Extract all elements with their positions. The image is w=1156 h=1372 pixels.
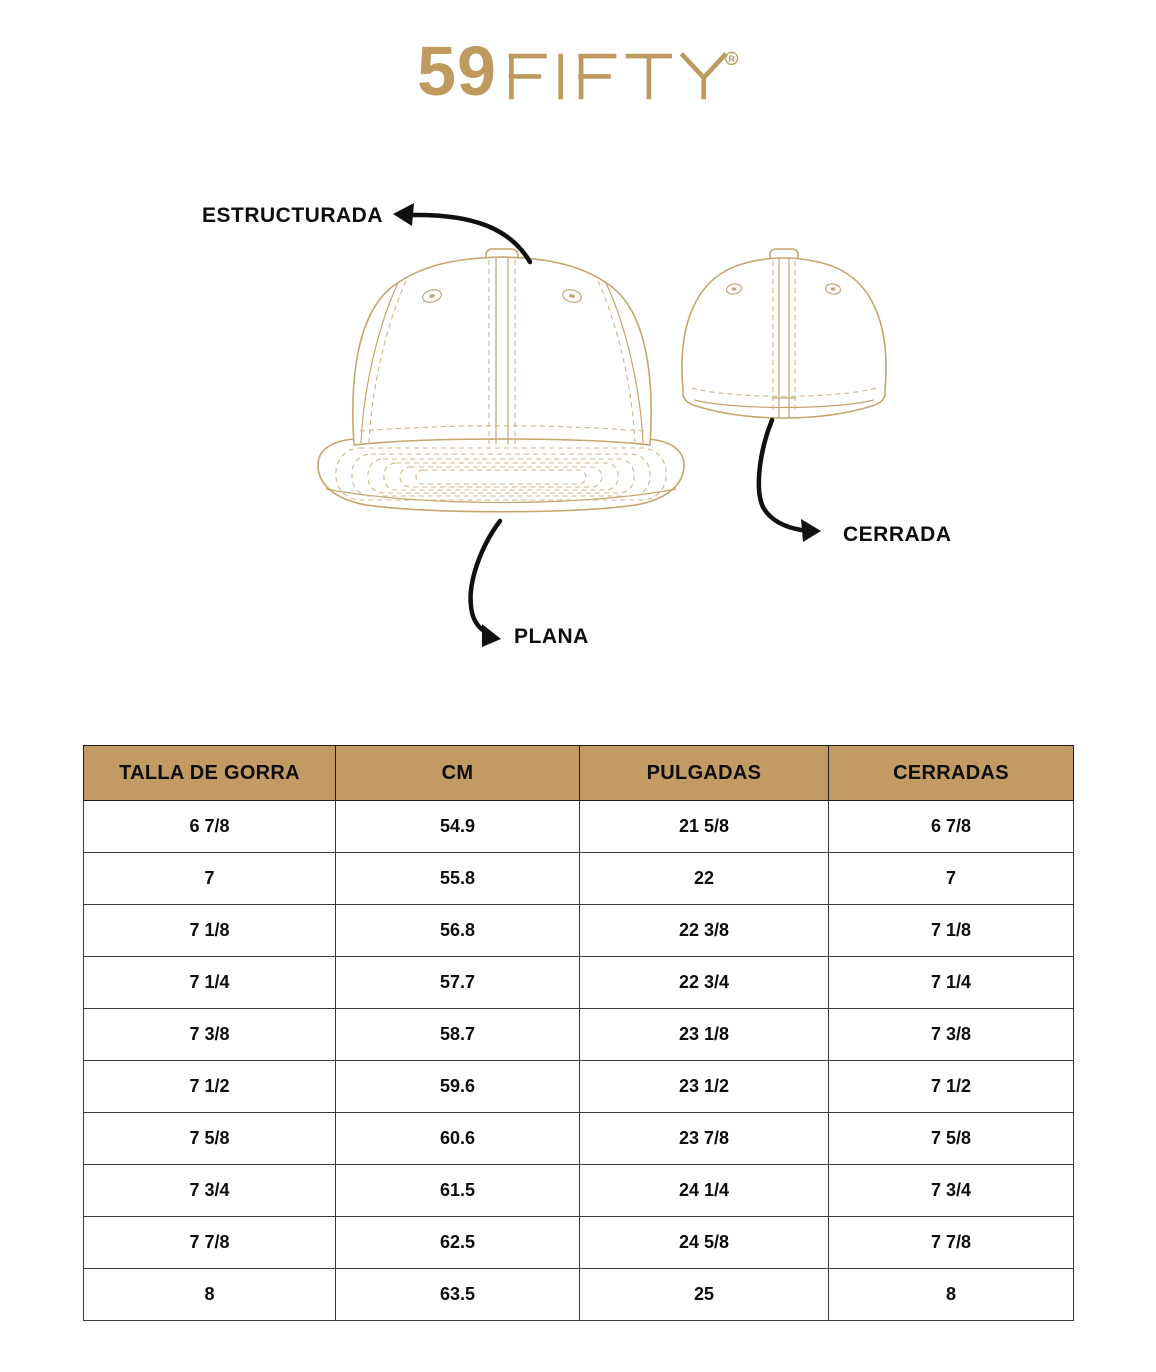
- table-cell: 7 1/8: [84, 905, 336, 957]
- table-cell: 22: [580, 853, 829, 905]
- table-cell: 7 5/8: [829, 1113, 1074, 1165]
- back-cap-illustration: [682, 249, 886, 418]
- table-row: [84, 905, 1074, 957]
- table-cell: 62.5: [336, 1217, 580, 1269]
- table-cell: 6 7/8: [829, 801, 1074, 853]
- table-cell: 7 5/8: [84, 1113, 336, 1165]
- table-cell: 7 1/2: [829, 1061, 1074, 1113]
- table-cell: 23 7/8: [580, 1113, 829, 1165]
- table-cell: 7 3/8: [829, 1009, 1074, 1061]
- table-cell: 7 1/4: [829, 957, 1074, 1009]
- size-table: [83, 745, 1074, 1321]
- table-cell: 55.8: [336, 853, 580, 905]
- table-cell: 59.6: [336, 1061, 580, 1113]
- table-cell: 21 5/8: [580, 801, 829, 853]
- column-header-talla-de-gorra: TALLA DE GORRA: [84, 746, 336, 801]
- table-cell: 6 7/8: [84, 801, 336, 853]
- table-cell: 8: [84, 1269, 336, 1321]
- column-header-cm: CM: [336, 746, 580, 801]
- table-cell: 22 3/4: [580, 957, 829, 1009]
- table-row: [84, 1113, 1074, 1165]
- cerrada-arrow: [759, 420, 821, 542]
- table-cell: 61.5: [336, 1165, 580, 1217]
- table-cell: 7 1/2: [84, 1061, 336, 1113]
- front-cap-illustration: [318, 249, 684, 512]
- table-cell: 7 1/4: [84, 957, 336, 1009]
- table-row: [84, 853, 1074, 905]
- table-cell: 60.6: [336, 1113, 580, 1165]
- table-row: [84, 1009, 1074, 1061]
- logo-number: 59: [417, 32, 497, 110]
- table-cell: 7: [829, 853, 1074, 905]
- label-cerrada: CERRADA: [843, 523, 952, 546]
- table-cell: 8: [829, 1269, 1074, 1321]
- table-cell: 7 3/8: [84, 1009, 336, 1061]
- table-cell: 24 1/4: [580, 1165, 829, 1217]
- table-header-row: [84, 746, 1074, 801]
- table-cell: 7 3/4: [829, 1165, 1074, 1217]
- table-cell: 7 3/4: [84, 1165, 336, 1217]
- table-cell: 25: [580, 1269, 829, 1321]
- table-cell: 54.9: [336, 801, 580, 853]
- table-cell: 7 1/8: [829, 905, 1074, 957]
- table-row: [84, 801, 1074, 853]
- table-row: [84, 1061, 1074, 1113]
- table-cell: 7 7/8: [829, 1217, 1074, 1269]
- table-cell: 58.7: [336, 1009, 580, 1061]
- table-row: [84, 1165, 1074, 1217]
- table-cell: 57.7: [336, 957, 580, 1009]
- table-cell: 23 1/8: [580, 1009, 829, 1061]
- table-row: [84, 1269, 1074, 1321]
- label-estructurada: ESTRUCTURADA: [202, 204, 383, 227]
- svg-text:R: R: [728, 53, 735, 64]
- table-cell: 7 7/8: [84, 1217, 336, 1269]
- table-cell: 56.8: [336, 905, 580, 957]
- column-header-cerradas: CERRADAS: [829, 746, 1074, 801]
- label-plana: PLANA: [514, 625, 589, 648]
- table-cell: 23 1/2: [580, 1061, 829, 1113]
- table-cell: 63.5: [336, 1269, 580, 1321]
- table-row: [84, 1217, 1074, 1269]
- table-cell: 22 3/8: [580, 905, 829, 957]
- table-row: [84, 957, 1074, 1009]
- table-cell: 24 5/8: [580, 1217, 829, 1269]
- plana-arrow: [471, 521, 501, 647]
- table-cell: 7: [84, 853, 336, 905]
- column-header-pulgadas: PULGADAS: [580, 746, 829, 801]
